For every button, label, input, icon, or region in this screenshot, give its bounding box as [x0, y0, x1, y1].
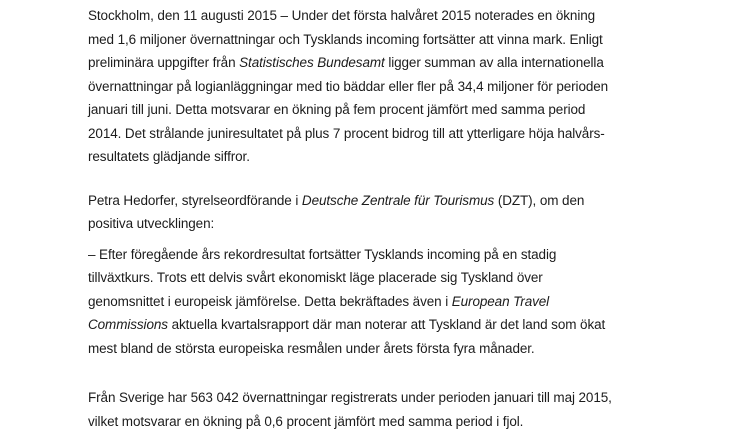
- italic-text-run: Statistisches Bundesamt: [239, 55, 385, 70]
- paragraph: [88, 4, 700, 169]
- text-run: aktuella kvartalsrapport där man noterar att Tyskland är det land som ökat: [167, 317, 606, 332]
- paragraph: [88, 189, 700, 236]
- text-run: tillväxtkurs. Trots ett delvis svårt ekonomiskt läge placerade sig Tyskland över: [88, 270, 543, 285]
- text-run: Från Sverige har 563 042 övernattningar registrerats under perioden januari till maj 2015,: [88, 390, 612, 405]
- text-run: (DZT), om den: [494, 192, 585, 208]
- paragraph: [88, 243, 700, 361]
- text-run: genomsnittet i europeisk jämförelse. Detta bekräftades även i: [88, 293, 452, 309]
- text-run: mest bland de största europeiska resmålen under årets första fyra månader.: [88, 340, 535, 356]
- text-run: Stockholm, den 11 augusti 2015 – Under det första halvåret 2015 noterades en ökning: [88, 8, 596, 23]
- italic-text-run: European Travel: [451, 293, 550, 309]
- text-run: med 1,6 miljoner övernattningar och Tysklands incoming fortsätter att vinna mark. Enligt: [88, 31, 603, 47]
- text-run: resultatets glädjande siffror.: [88, 149, 250, 164]
- text-run: positiva utvecklingen:: [88, 216, 215, 231]
- italic-text-run: Deutsche Zentrale für Tourismus: [301, 192, 495, 208]
- text-run: 2014. Det strålande juniresultatet på plus 7 procent bidrog till att ytterligare höja halvårs-: [88, 125, 605, 141]
- text-run: januari till juni. Detta motsvarar en ökning på fem procent jämfört med samma period: [88, 102, 586, 117]
- text-run: – Efter föregående års rekordresultat fortsätter Tysklands incoming på en stadig: [88, 246, 557, 262]
- paragraph: [88, 386, 700, 433]
- text-run: preliminära uppgifter från: [88, 55, 240, 70]
- text-run: vilket motsvarar en ökning på 0,6 procent jämfört med samma period i fjol.: [88, 413, 524, 429]
- italic-text-run: Commissions: [88, 317, 168, 332]
- text-run: Petra Hedorfer, styrelseordförande i: [88, 192, 302, 208]
- text-run: övernattningar på logianläggningar med tio bäddar eller fler på 34,4 miljoner för perioden: [88, 78, 609, 94]
- text-run: ligger summan av alla internationella: [384, 55, 604, 70]
